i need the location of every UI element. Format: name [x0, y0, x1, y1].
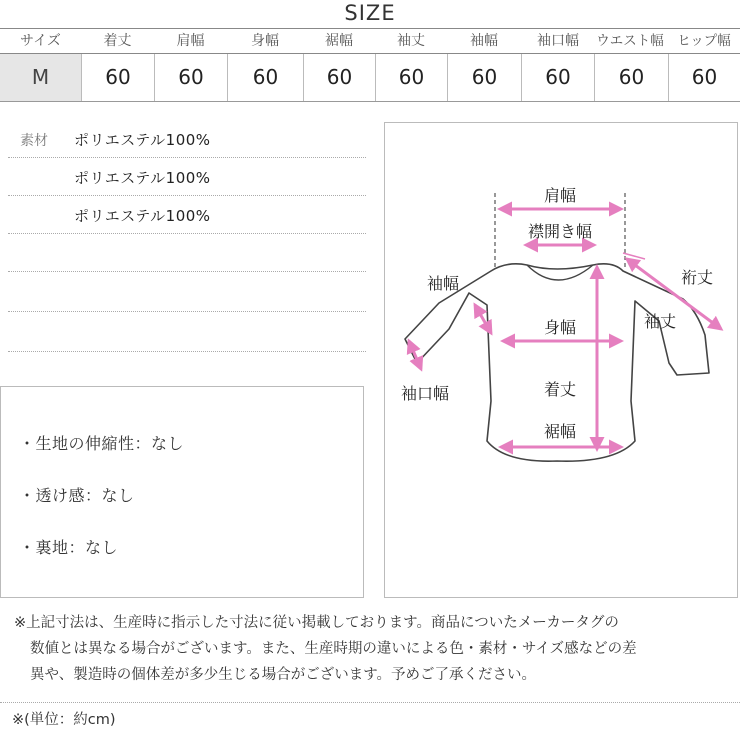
sheer-property: ・透け感：なし [19, 486, 135, 505]
material-row [8, 120, 366, 158]
lining-property: ・裏地：なし [19, 538, 119, 557]
disclaimer-line: 異や、製造時の個体差が多少生じる場合がございます。予めご了承ください。 [30, 667, 537, 683]
disclaimer-line: 数値とは異なる場合がございます。また、生産時期の違いによる色・素材・サイズ感などの差 [30, 641, 637, 657]
garment-illustration [385, 123, 739, 599]
stretch-property: ・生地の伸縮性：なし [19, 434, 185, 453]
label-neck: 襟開き幅 [527, 222, 593, 241]
label-body-width: 身幅 [543, 318, 577, 337]
fabric-properties-box [0, 386, 364, 598]
cell-shoulder: 60 [154, 54, 227, 101]
cell-size: M [0, 54, 81, 101]
material-row [8, 196, 366, 234]
size-table-header [0, 28, 740, 54]
cell-hem: 60 [303, 54, 375, 101]
header-body-width: 身幅 [251, 33, 279, 49]
header-hip: ヒップ幅 [677, 33, 731, 49]
size-table-row [0, 54, 740, 102]
label-sleeve-width: 袖幅 [426, 274, 460, 293]
material-row [8, 234, 366, 272]
measurement-diagram [384, 122, 738, 598]
material-value: ポリエステル100% [74, 131, 211, 149]
cell-sleeve-length: 60 [375, 54, 447, 101]
disclaimer-line: ※上記寸法は、生産時に指示した寸法に従い掲載しております。商品についたメーカータグの [14, 615, 619, 631]
header-shoulder: 肩幅 [176, 33, 205, 49]
divider [0, 702, 740, 703]
header-size: サイズ [20, 33, 61, 49]
label-shoulder: 肩幅 [543, 186, 577, 205]
cell-body-width: 60 [227, 54, 303, 101]
material-row [8, 274, 366, 312]
label-hem: 裾幅 [543, 422, 577, 441]
cell-cuff: 60 [521, 54, 594, 101]
material-value: ポリエステル100% [74, 169, 211, 187]
cell-length: 60 [81, 54, 154, 101]
header-cuff: 袖口幅 [537, 33, 579, 49]
label-cuff: 袖口幅 [400, 384, 450, 403]
material-label: 素材 [20, 133, 48, 149]
size-title: SIZE [344, 1, 396, 25]
label-yuki: 裄丈 [680, 268, 714, 287]
cell-sleeve-width: 60 [447, 54, 521, 101]
header-waist: ウエスト幅 [596, 33, 664, 49]
header-length: 着丈 [103, 33, 132, 49]
material-value: ポリエステル100% [74, 207, 211, 225]
label-length: 着丈 [543, 380, 577, 399]
material-row [8, 158, 366, 196]
cell-hip: 60 [668, 54, 740, 101]
label-sleeve-length: 袖丈 [643, 312, 677, 331]
header-sleeve-length: 袖丈 [397, 33, 425, 49]
cell-waist: 60 [594, 54, 668, 101]
header-hem: 裾幅 [325, 33, 353, 49]
header-sleeve-width: 袖幅 [470, 33, 498, 49]
material-row [8, 314, 366, 352]
unit-note: ※(単位：約cm) [12, 712, 116, 728]
